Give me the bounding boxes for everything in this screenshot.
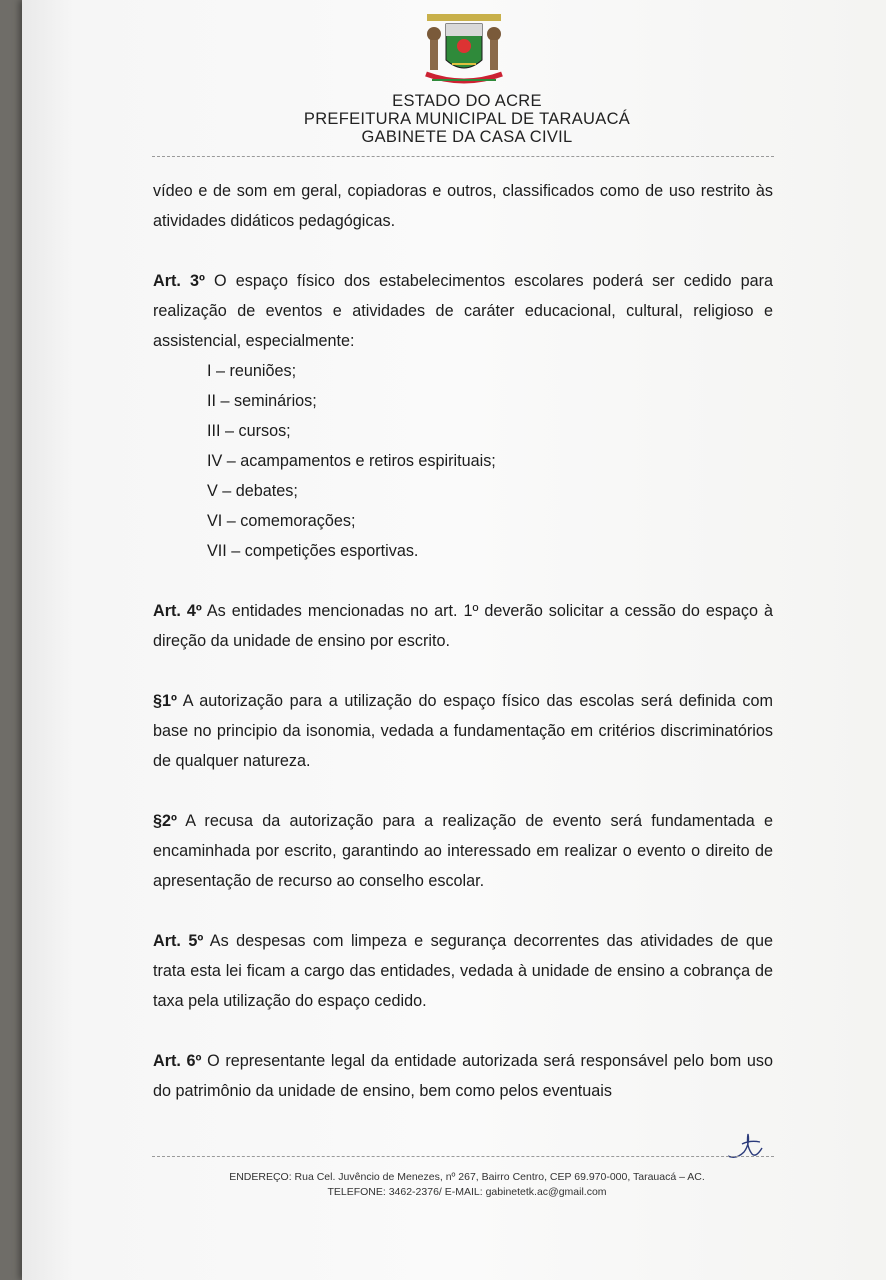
continuation-paragraph: vídeo e de som em geral, copiadoras e outros, classificados como de uso restrito às atividades didáticos pedagógicas. xyxy=(153,182,773,230)
article-6 xyxy=(153,1046,773,1106)
article-4-label: Art. 4º xyxy=(153,602,202,620)
paragraph-2-label: §2º xyxy=(153,812,177,830)
state-name: ESTADO DO ACRE xyxy=(392,92,542,110)
paragraph-2-text: A recusa da autorização para a realização de evento será fundamentada e encaminhada por escrito, garantindo ao interessado em realizar o evento o direito de apresentação de recurso ao conselho escolar. xyxy=(153,812,773,890)
article-4 xyxy=(153,596,773,656)
article-3 xyxy=(153,266,773,356)
article-5 xyxy=(153,926,773,1016)
city-hall-name: PREFEITURA MUNICIPAL DE TARAUACÁ xyxy=(303,110,631,128)
municipal-coat-of-arms-icon xyxy=(422,12,506,90)
footer-divider xyxy=(152,1156,774,1157)
list-item: III – cursos; xyxy=(207,422,291,440)
paragraph-1 xyxy=(153,686,773,776)
list-item: V – debates; xyxy=(207,482,298,500)
list-item: IV – acampamentos e retiros espirituais; xyxy=(207,452,496,470)
article-3-list xyxy=(207,356,773,566)
article-5-label: Art. 5º xyxy=(153,932,204,950)
document-page xyxy=(22,0,886,1280)
letterhead xyxy=(142,92,792,146)
document-body xyxy=(153,176,773,1106)
address-line: ENDEREÇO: Rua Cel. Juvêncio de Menezes, nº 267, Bairro Centro, CEP 69.970-000, Tarauacá – AC. xyxy=(229,1171,705,1183)
article-3-text: O espaço físico dos estabelecimentos escolares poderá ser cedido para realização de eventos e atividades de caráter educacional, cultural, religioso e assistencial, especialmente: xyxy=(153,272,774,350)
letterhead-footer xyxy=(162,1170,772,1200)
article-5-text: As despesas com limpeza e segurança decorrentes das atividades de que trata esta lei ficam a cargo das entidades, vedada à unidade de ensino a cobrança de taxa pela utilização do espaço cedido. xyxy=(153,932,773,1010)
paragraph-1-text: A autorização para a utilização do espaço físico das escolas será definida com base no principio da isonomia, vedada a fundamentação em critérios discriminatórios de qualquer natureza. xyxy=(153,692,773,770)
list-item: II – seminários; xyxy=(207,392,317,410)
article-6-text: O representante legal da entidade autorizada será responsável pelo bom uso do patrimônio da unidade de ensino, bem como pelos eventuais xyxy=(153,1052,773,1100)
paragraph-1-label: §1º xyxy=(153,692,177,710)
list-item: I – reuniões; xyxy=(207,362,297,380)
paragraph-2 xyxy=(153,806,773,896)
list-item: VII – competições esportivas. xyxy=(207,542,419,560)
department-name: GABINETE DA CASA CIVIL xyxy=(361,128,573,146)
header-divider xyxy=(152,156,774,157)
article-3-label: Art. 3º xyxy=(153,272,205,290)
article-6-label: Art. 6º xyxy=(153,1052,202,1070)
list-item: VI – comemorações; xyxy=(207,512,356,530)
article-4-text: As entidades mencionadas no art. 1º deverão solicitar a cessão do espaço à direção da unidade de ensino por escrito. xyxy=(153,602,773,650)
contact-line: TELEFONE: 3462-2376/ E-MAIL: gabinetetk.ac@gmail.com xyxy=(327,1186,607,1198)
